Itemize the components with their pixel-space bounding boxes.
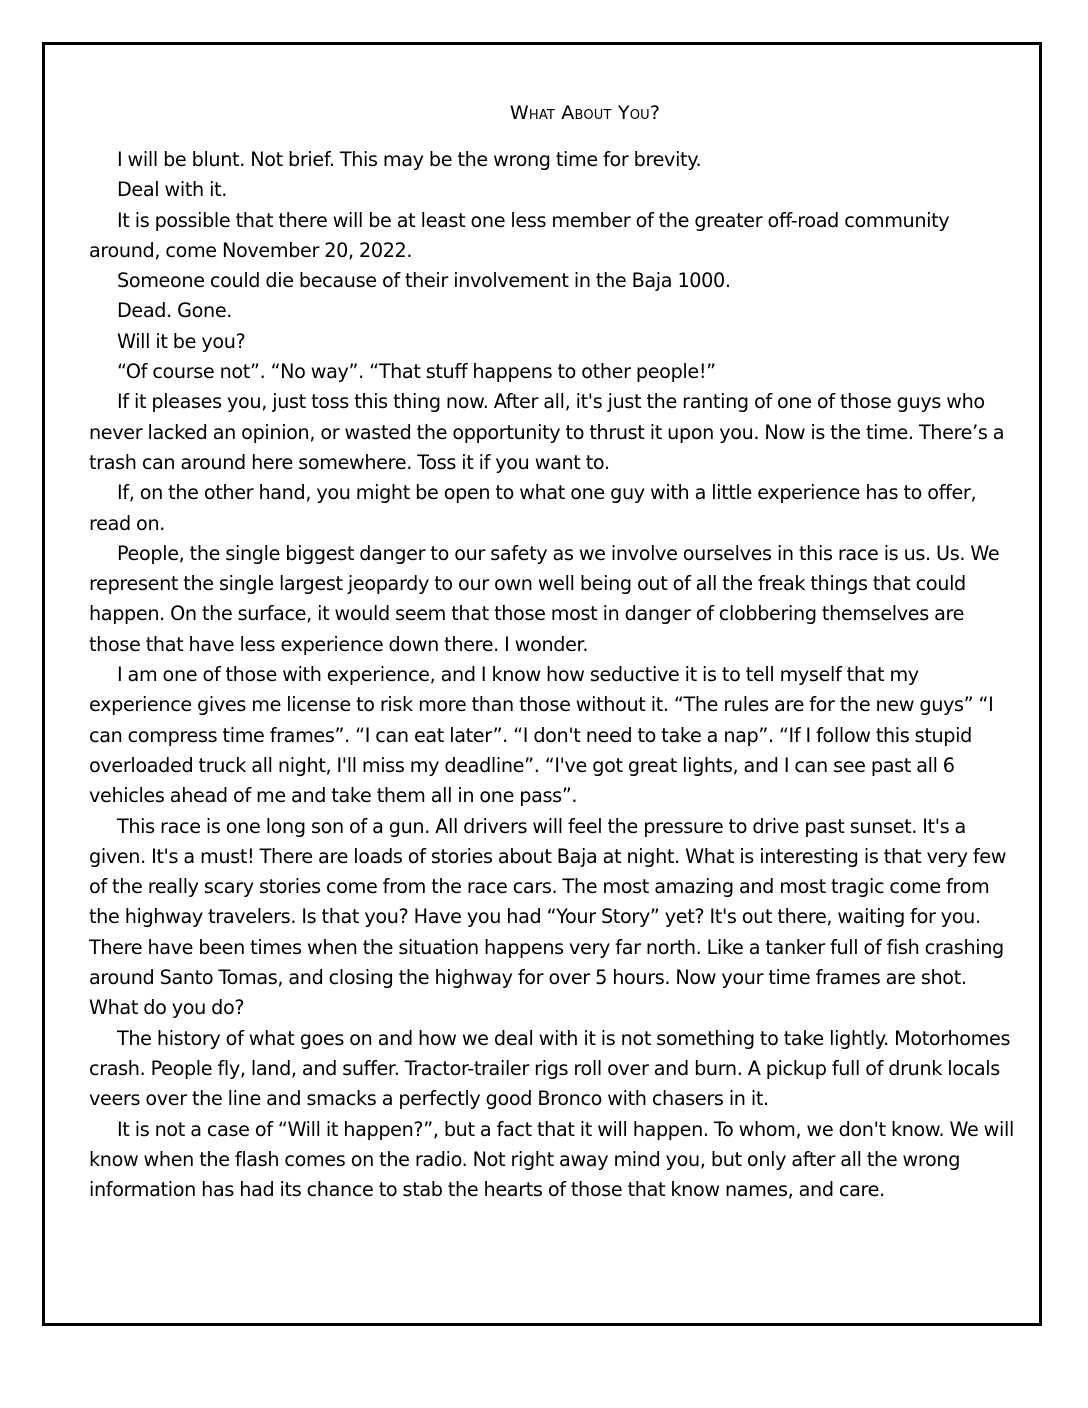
- paragraph: Will it be you?: [117, 329, 246, 353]
- paragraph: I am one of those with experience, and I know how seductive it is to tell myself that my experience gives me license to risk more than those without it. “The rules are for the new guys” “I can compress time frames”. “I can eat later”. “I don't need to take a nap”. “If I follow this stupid overloaded truck all night, I'll miss my deadline”. “I've got great lights, and I can see past all 6 vehicles ahead of me and take them all in one pass”.: [89, 663, 994, 808]
- paragraph: This race is one long son of a gun. All drivers will feel the pressure to drive past sunset. It's a given. It's a must! There are loads of stories about Baja at night. What is interesting is that very few of the really scary stories come from the race cars. The most amazing and most tragic come from the highway travelers. Is that you? Have you had “Your Story” yet? It's out there, waiting for you. There have been times when the situation happens very far north. Like a tanker full of fish crashing around Santo Tomas, and closing the highway for over 5 hours. Now your time frames are shot. What do you do?: [89, 814, 1007, 1020]
- paragraph: I will be blunt. Not brief. This may be the wrong time for brevity.: [117, 148, 702, 171]
- paragraph: The history of what goes on and how we deal with it is not something to take lightly. Motorhomes crash. People fly, land, and suffer. Tractor-trailer rigs roll over and burn. A pickup full of drunk locals veers over the line and smacks a perfectly good Bronco with chasers in it.: [89, 1026, 1011, 1111]
- paragraph: People, the single biggest danger to our safety as we involve ourselves in this race is us. Us. We represent the single largest jeopardy to our own well being out of all the freak things that could happen. On the surface, it would seem that those most in danger of clobbering themselves are those that have less experience down there. I wonder.: [89, 541, 1000, 656]
- paragraph: If, on the other hand, you might be open to what one guy with a little experience has to offer, read on.: [89, 481, 977, 535]
- paragraph: It is possible that there will be at least one less member of the greater off-road community around, come November 20, 2022.: [89, 208, 950, 262]
- paragraph: Dead. Gone.: [117, 299, 233, 323]
- page-title: What About You?: [509, 102, 661, 124]
- paragraph: If it pleases you, just toss this thing now. After all, it's just the ranting of one of those guys who never lacked an opinion, or wasted the opportunity to thrust it upon you. Now is the time. There’s a trash can around here somewhere. Toss it if you want to.: [89, 390, 1005, 474]
- paragraph: It is not a case of “Will it happen?”, but a fact that it will happen. To whom, we don't know. We will know when the flash comes on the radio. Not right away mind you, but only after all the wrong information has had its chance to stab the hearts of those that know names, and care.: [89, 1117, 1014, 1202]
- paragraph: Someone could die because of their involvement in the Baja 1000.: [117, 269, 731, 293]
- article-body: [89, 145, 1017, 1205]
- paragraph: “Of course not”. “No way”. “That stuff happens to other people!”: [117, 360, 716, 384]
- paragraph: Deal with it.: [117, 178, 227, 202]
